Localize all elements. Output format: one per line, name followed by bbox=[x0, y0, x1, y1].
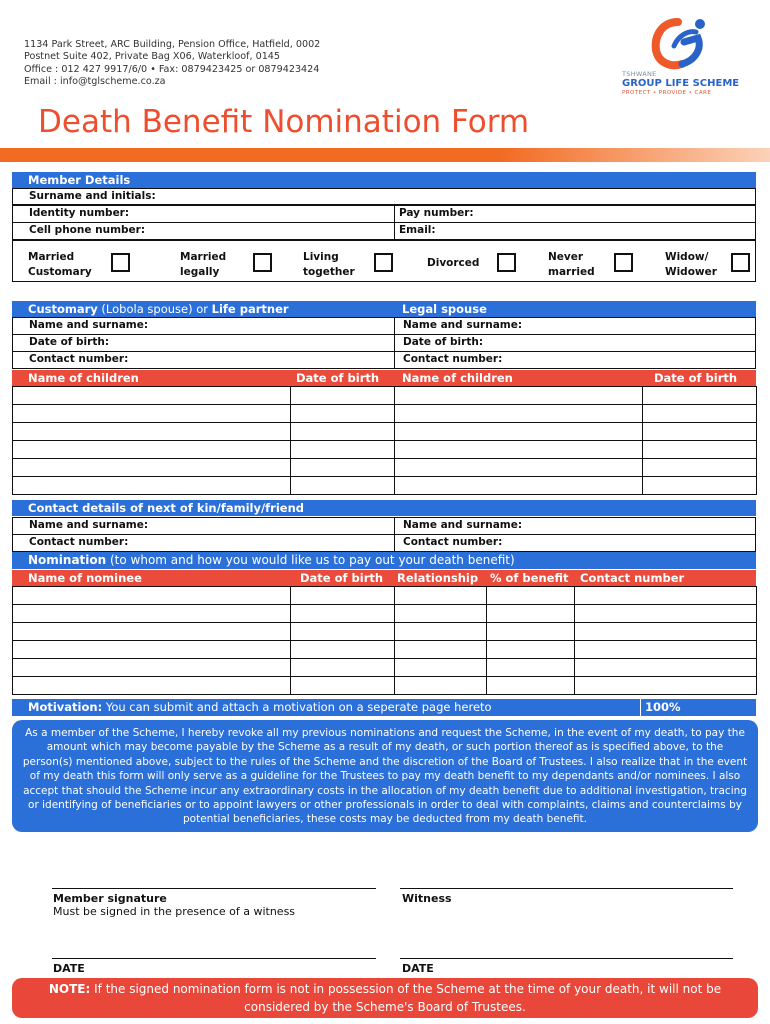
children-table-cell[interactable] bbox=[394, 422, 643, 441]
legal-contact-field[interactable]: Contact number: bbox=[394, 351, 756, 369]
children-table-cell[interactable] bbox=[290, 422, 395, 441]
nominee-table-cell[interactable] bbox=[394, 604, 487, 623]
witness-signature-line[interactable] bbox=[400, 888, 733, 889]
benefit-percent-header: % of benefit bbox=[486, 570, 574, 586]
nominee-table-cell[interactable] bbox=[12, 622, 291, 641]
email-field[interactable]: Email: bbox=[394, 222, 756, 240]
children-name-header: Name of children bbox=[12, 370, 290, 386]
logo-name: GROUP LIFE SCHEME bbox=[622, 78, 740, 89]
status-checkbox-divorced[interactable] bbox=[497, 253, 516, 272]
nominee-table-cell[interactable] bbox=[290, 604, 395, 623]
nominee-contact-header: Contact number bbox=[574, 570, 756, 586]
kin-name-field-right[interactable]: Name and surname: bbox=[394, 517, 756, 535]
nominee-table-cell[interactable] bbox=[574, 658, 757, 677]
nominee-name-header: Name of nominee bbox=[12, 570, 290, 586]
nominee-table-cell[interactable] bbox=[394, 658, 487, 677]
nominee-table-cell[interactable] bbox=[290, 658, 395, 677]
status-label: Married Customary bbox=[28, 251, 92, 278]
children-table-cell[interactable] bbox=[12, 476, 291, 495]
children-table-cell[interactable] bbox=[290, 440, 395, 459]
member-signature-label: Member signature bbox=[53, 892, 167, 905]
children-table-cell[interactable] bbox=[642, 458, 757, 477]
next-of-kin-header: Contact details of next of kin/family/friend bbox=[12, 500, 756, 516]
legal-children-name-header: Name of children bbox=[394, 370, 642, 386]
member-details-header: Member Details bbox=[12, 172, 756, 188]
kin-name-field[interactable]: Name and surname: bbox=[12, 517, 395, 535]
status-checkbox-married-customary[interactable] bbox=[111, 253, 130, 272]
note-banner: NOTE: If the signed nomination form is not in possession of the Scheme at the time of your death, it will not be considered by the Scheme's Board of Trustees. bbox=[12, 978, 758, 1018]
nominee-table-cell[interactable] bbox=[290, 676, 395, 695]
nominee-table-cell[interactable] bbox=[394, 586, 487, 605]
legal-name-field[interactable]: Name and surname: bbox=[394, 317, 756, 335]
nominee-table-cell[interactable] bbox=[574, 640, 757, 659]
page-title: Death Benefit Nomination Form bbox=[38, 104, 530, 140]
children-table-cell[interactable] bbox=[290, 386, 395, 405]
children-table-cell[interactable] bbox=[290, 458, 395, 477]
nominee-table-cell[interactable] bbox=[290, 622, 395, 641]
children-table-cell[interactable] bbox=[394, 404, 643, 423]
children-table-cell[interactable] bbox=[290, 476, 395, 495]
logo-tagline: PROTECT • PROVIDE • CARE bbox=[622, 90, 712, 96]
customary-spouse-header: Customary (Lobola spouse) or Life partner bbox=[12, 301, 394, 317]
nominee-table-cell[interactable] bbox=[486, 622, 575, 641]
witness-date-line[interactable] bbox=[400, 958, 733, 959]
title-divider bbox=[0, 148, 770, 162]
children-table-cell[interactable] bbox=[642, 386, 757, 405]
declaration-text: As a member of the Scheme, I hereby revoke all my previous nominations and request the Scheme, in the event of my death, to pay the amount which may become payable by the Scheme as a result of my death, or such portion thereof as is specified above, to the person(s) mentioned above, subject to the rules of the Scheme and the discretion of the Board of Trustees. I also realize that in the event of my death this form will only serve as a guideline for the Trustees to pay my death benefit to my dependants and/or nominees. I also accept that should the Scheme incur any extraordinary costs in the allocation of my death benefit due to additional investigation, tracing or identifying of beneficiaries or to appoint lawyers or other professionals in order to deal with complaints, claims and counterclaims by potential beneficiaries, these costs may be deducted from my death benefit. bbox=[12, 720, 758, 832]
status-label: Divorced bbox=[427, 257, 480, 269]
children-dob-header: Date of birth bbox=[290, 370, 394, 386]
nominee-dob-header: Date of birth bbox=[290, 570, 394, 586]
member-signature-line[interactable] bbox=[52, 888, 376, 889]
nominee-table-cell[interactable] bbox=[394, 676, 487, 695]
kin-contact-field-right[interactable]: Contact number: bbox=[394, 534, 756, 552]
children-table-cell[interactable] bbox=[394, 386, 643, 405]
address-line: 1134 Park Street, ARC Building, Pension Office, Hatfield, 0002 bbox=[24, 39, 321, 50]
surname-field[interactable]: Surname and initials: bbox=[12, 188, 756, 205]
pay-number-field[interactable]: Pay number: bbox=[394, 205, 756, 223]
children-table-cell[interactable] bbox=[394, 440, 643, 459]
logo-small-text: TSHWANE bbox=[622, 70, 657, 78]
identity-number-field[interactable]: Identity number: bbox=[12, 205, 395, 223]
legal-spouse-header: Legal spouse bbox=[394, 301, 756, 317]
scheme-logo bbox=[616, 16, 746, 100]
nominee-table-cell[interactable] bbox=[12, 586, 291, 605]
nomination-header: Nomination (to whom and how you would like us to pay out your death benefit) bbox=[12, 552, 756, 569]
scheme-address bbox=[24, 39, 320, 88]
children-table-cell[interactable] bbox=[12, 422, 291, 441]
children-table-cell[interactable] bbox=[642, 476, 757, 495]
children-table-cell[interactable] bbox=[290, 404, 395, 423]
status-checkbox-living-together[interactable] bbox=[374, 253, 393, 272]
status-checkbox-married-legally[interactable] bbox=[253, 253, 272, 272]
children-table-cell[interactable] bbox=[642, 404, 757, 423]
cell-phone-field[interactable]: Cell phone number: bbox=[12, 222, 395, 240]
member-date-label: DATE bbox=[53, 962, 85, 975]
nominee-table-cell[interactable] bbox=[394, 640, 487, 659]
witness-date-label: DATE bbox=[402, 962, 434, 975]
nominee-table-cell[interactable] bbox=[12, 604, 291, 623]
children-table-cell[interactable] bbox=[394, 476, 643, 495]
children-table-cell[interactable] bbox=[642, 422, 757, 441]
address-line: Postnet Suite 402, Private Bag X06, Waterkloof, 0145 bbox=[24, 51, 281, 63]
legal-dob-field[interactable]: Date of birth: bbox=[394, 334, 756, 352]
status-checkbox-widow-widower[interactable] bbox=[731, 253, 750, 272]
nominee-table-cell[interactable] bbox=[486, 586, 575, 605]
status-checkbox-never-married[interactable] bbox=[614, 253, 633, 272]
nominee-table-cell[interactable] bbox=[290, 586, 395, 605]
status-label: Living together bbox=[303, 251, 355, 278]
nominee-table-cell[interactable] bbox=[486, 676, 575, 695]
children-table-cell[interactable] bbox=[642, 440, 757, 459]
customary-name-field[interactable]: Name and surname: bbox=[12, 317, 395, 335]
legal-children-dob-header: Date of birth bbox=[642, 370, 756, 386]
children-table-cell[interactable] bbox=[12, 386, 291, 405]
logo-mark-icon bbox=[648, 16, 710, 72]
nominee-table-cell[interactable] bbox=[574, 604, 757, 623]
children-table-cell[interactable] bbox=[12, 440, 291, 459]
status-label: Widow/ Widower bbox=[665, 251, 717, 278]
nominee-table-cell[interactable] bbox=[574, 586, 757, 605]
children-table-cell[interactable] bbox=[394, 458, 643, 477]
customary-dob-field[interactable]: Date of birth: bbox=[12, 334, 395, 352]
nominee-table-cell[interactable] bbox=[574, 622, 757, 641]
status-label: Never married bbox=[548, 251, 595, 278]
nominee-table-cell[interactable] bbox=[394, 622, 487, 641]
nominee-table-cell[interactable] bbox=[574, 676, 757, 695]
benefit-total: 100% bbox=[641, 699, 756, 716]
nominee-table-cell[interactable] bbox=[486, 640, 575, 659]
customary-contact-field[interactable]: Contact number: bbox=[12, 351, 395, 369]
children-table-cell[interactable] bbox=[12, 404, 291, 423]
motivation-header: Motivation: You can submit and attach a motivation on a seperate page hereto bbox=[12, 699, 640, 716]
member-date-line[interactable] bbox=[52, 958, 376, 959]
nominee-table-cell[interactable] bbox=[12, 658, 291, 677]
nominee-table-cell[interactable] bbox=[486, 658, 575, 677]
nominee-table-cell[interactable] bbox=[12, 640, 291, 659]
nominee-table-cell[interactable] bbox=[486, 604, 575, 623]
address-line: Office : 012 427 9917/6/0 • Fax: 0879423425 or 0879423424 bbox=[24, 63, 320, 75]
status-label: Married legally bbox=[180, 251, 227, 278]
member-signature-note: Must be signed in the presence of a witness bbox=[53, 905, 296, 918]
witness-label: Witness bbox=[402, 892, 452, 905]
kin-contact-field[interactable]: Contact number: bbox=[12, 534, 395, 552]
children-table-cell[interactable] bbox=[12, 458, 291, 477]
relationship-header: Relationship bbox=[394, 570, 486, 586]
nominee-table-cell[interactable] bbox=[290, 640, 395, 659]
nominee-table-cell[interactable] bbox=[12, 676, 291, 695]
address-line: Email : info@tglscheme.co.za bbox=[24, 75, 166, 87]
